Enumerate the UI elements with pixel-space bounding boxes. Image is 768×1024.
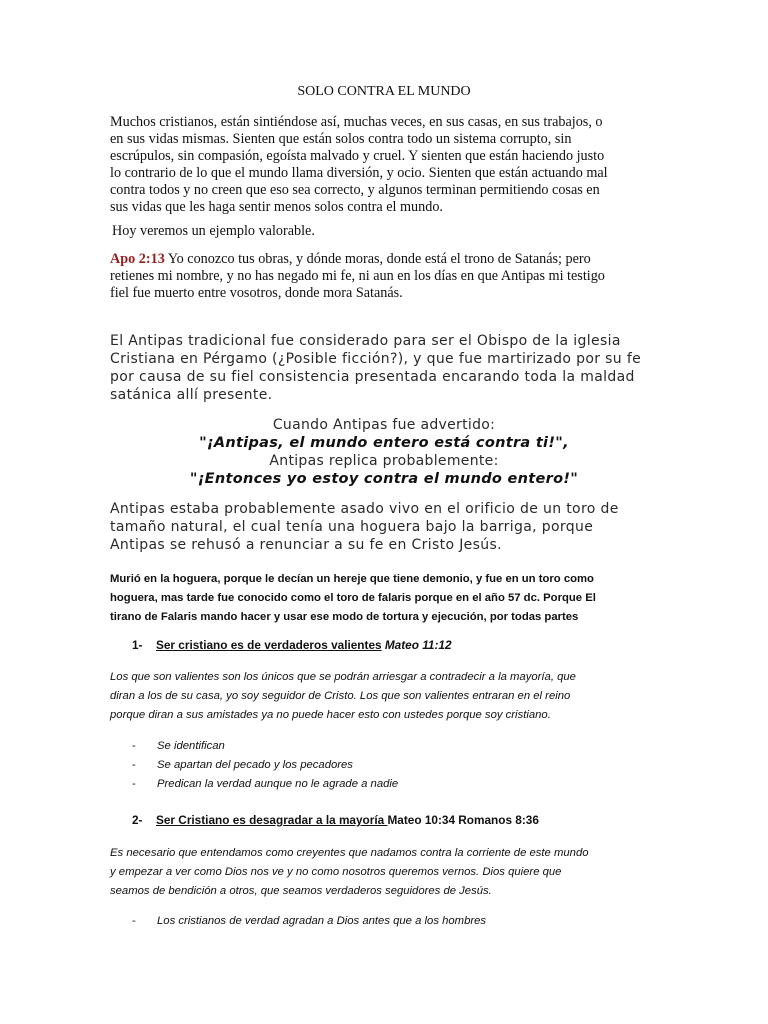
text-line: por causa de su fiel consistencia presentada encarando toda la maldad bbox=[110, 369, 635, 385]
section-reference: Mateo 11:12 bbox=[381, 638, 452, 652]
text-line: fiel fue muerto entre vosotros, donde mora Satanás. bbox=[110, 285, 403, 301]
list-item bbox=[132, 756, 398, 775]
section-1-heading bbox=[132, 638, 452, 652]
intro-paragraph bbox=[110, 114, 660, 216]
text-line: Muchos cristianos, están sintiéndose así, muchas veces, en sus casas, en sus trabajos, o bbox=[110, 114, 603, 130]
section-2-heading bbox=[132, 813, 539, 827]
text-line: Murió en la hoguera, porque le decían un hereje que tiene demonio, y fue en un toro como bbox=[110, 573, 594, 585]
text-line: tirano de Falaris mando hacer y usar ese modo de tortura y ejecución, por todas partes bbox=[110, 611, 579, 623]
antipas-quote bbox=[0, 416, 768, 488]
text-line: Antipas se rehusó a renunciar a su fe en Cristo Jesús. bbox=[110, 537, 502, 553]
list-item bbox=[132, 737, 398, 756]
text-line: El Antipas tradicional fue considerado para ser el Obispo de la iglesia bbox=[110, 333, 621, 349]
text-line: Cristiana en Pérgamo (¿Posible ficción?), y que fue martirizado por su fe bbox=[110, 351, 642, 367]
section-heading-text: Ser Cristiano es desagradar a la mayoría bbox=[156, 813, 388, 827]
page-title: SOLO CONTRA EL MUNDO bbox=[297, 84, 471, 99]
list-item-text: Se apartan del pecado y los pecadores bbox=[157, 759, 353, 771]
quote-line: Antipas replica probablemente: bbox=[269, 453, 499, 469]
text-line: retienes mi nombre, y no has negado mi fe, ni aun en los días en que Antipas mi testigo bbox=[110, 268, 605, 284]
quote-line: "¡Entonces yo estoy contra el mundo entero!" bbox=[189, 471, 579, 487]
list-item-text: Predican la verdad aunque no le agrade a nadie bbox=[157, 778, 399, 790]
section-heading-text: Ser cristiano es de verdaderos valientes bbox=[156, 638, 382, 652]
text-line bbox=[110, 251, 660, 268]
list-item bbox=[132, 775, 398, 794]
bullet-marker: - bbox=[132, 915, 136, 927]
antipas-paragraph bbox=[110, 332, 670, 404]
text-line: diran a los de su casa, yo soy seguidor de Cristo. Los que son valientes entraran en el reino bbox=[110, 690, 571, 702]
section-1-paragraph bbox=[110, 668, 670, 725]
text-line: contra todos y no creen que eso sea correcto, y algunos terminan permitiendo cosas en bbox=[110, 182, 600, 198]
section-reference: Mateo 10:34 Romanos 8:36 bbox=[387, 813, 539, 827]
martyr-paragraph bbox=[110, 500, 670, 554]
text-line: tamaño natural, el cual tenía una hoguera bajo la barriga, porque bbox=[110, 519, 594, 535]
verse-reference: Apo 2:13 bbox=[110, 251, 165, 267]
text-line: Antipas estaba probablemente asado vivo en el orificio de un toro de bbox=[110, 501, 619, 517]
text-line: en sus vidas mismas. Sienten que están solos contra todo un sistema corrupto, sin bbox=[110, 131, 572, 147]
text-line: hoguera, mas tarde fue conocido como el toro de falaris porque en el año 57 dc. Porque El bbox=[110, 592, 596, 604]
text-line: lo contrario de lo que el mundo llama diversión, y ocio. Sienten que están actuando mal bbox=[110, 165, 608, 181]
example-intro: Hoy veremos un ejemplo valorable. bbox=[112, 223, 315, 239]
list-item-text: Se identifican bbox=[157, 740, 225, 752]
section-2-paragraph bbox=[110, 844, 670, 901]
section-1-bullet-list bbox=[132, 737, 398, 794]
section-number: 1- bbox=[132, 638, 143, 652]
text-line: satánica allí presente. bbox=[110, 387, 273, 403]
verse-paragraph bbox=[110, 251, 660, 302]
verse-text: Yo conozco tus obras, y dónde moras, donde está el trono de Satanás; pero bbox=[164, 251, 591, 267]
text-line: Los que son valientes son los únicos que se podrán arriesgar a contradecir a la mayoría, que bbox=[110, 671, 576, 683]
text-line: y empezar a ver como Dios nos ve y no como nosotros queremos vernos. Dios quiere que bbox=[110, 866, 562, 878]
text-line: sus vidas que les haga sentir menos solos contra el mundo. bbox=[110, 199, 443, 215]
text-line: Es necesario que entendamos como creyentes que nadamos contra la corriente de este mundo bbox=[110, 847, 589, 859]
text-line: porque diran a sus amistades ya no puede hacer esto con ustedes porque soy cristiano. bbox=[110, 709, 551, 721]
bullet-marker: - bbox=[132, 759, 136, 771]
text-line: escrúpulos, sin compasión, egoísta malvado y cruel. Y sienten que están haciendo justo bbox=[110, 148, 605, 164]
section-2-bullet-list bbox=[132, 912, 486, 931]
list-item-text: Los cristianos de verdad agradan a Dios antes que a los hombres bbox=[157, 915, 487, 927]
text-line: seamos de bendición a otros, que seamos verdaderos seguidores de Jesús. bbox=[110, 885, 492, 897]
bullet-marker: - bbox=[132, 778, 136, 790]
list-item bbox=[132, 912, 486, 931]
section-number: 2- bbox=[132, 813, 143, 827]
bold-paragraph bbox=[110, 570, 670, 627]
bullet-marker: - bbox=[132, 740, 136, 752]
quote-line: "¡Antipas, el mundo entero está contra ti!", bbox=[199, 435, 569, 451]
quote-line: Cuando Antipas fue advertido: bbox=[272, 417, 496, 433]
